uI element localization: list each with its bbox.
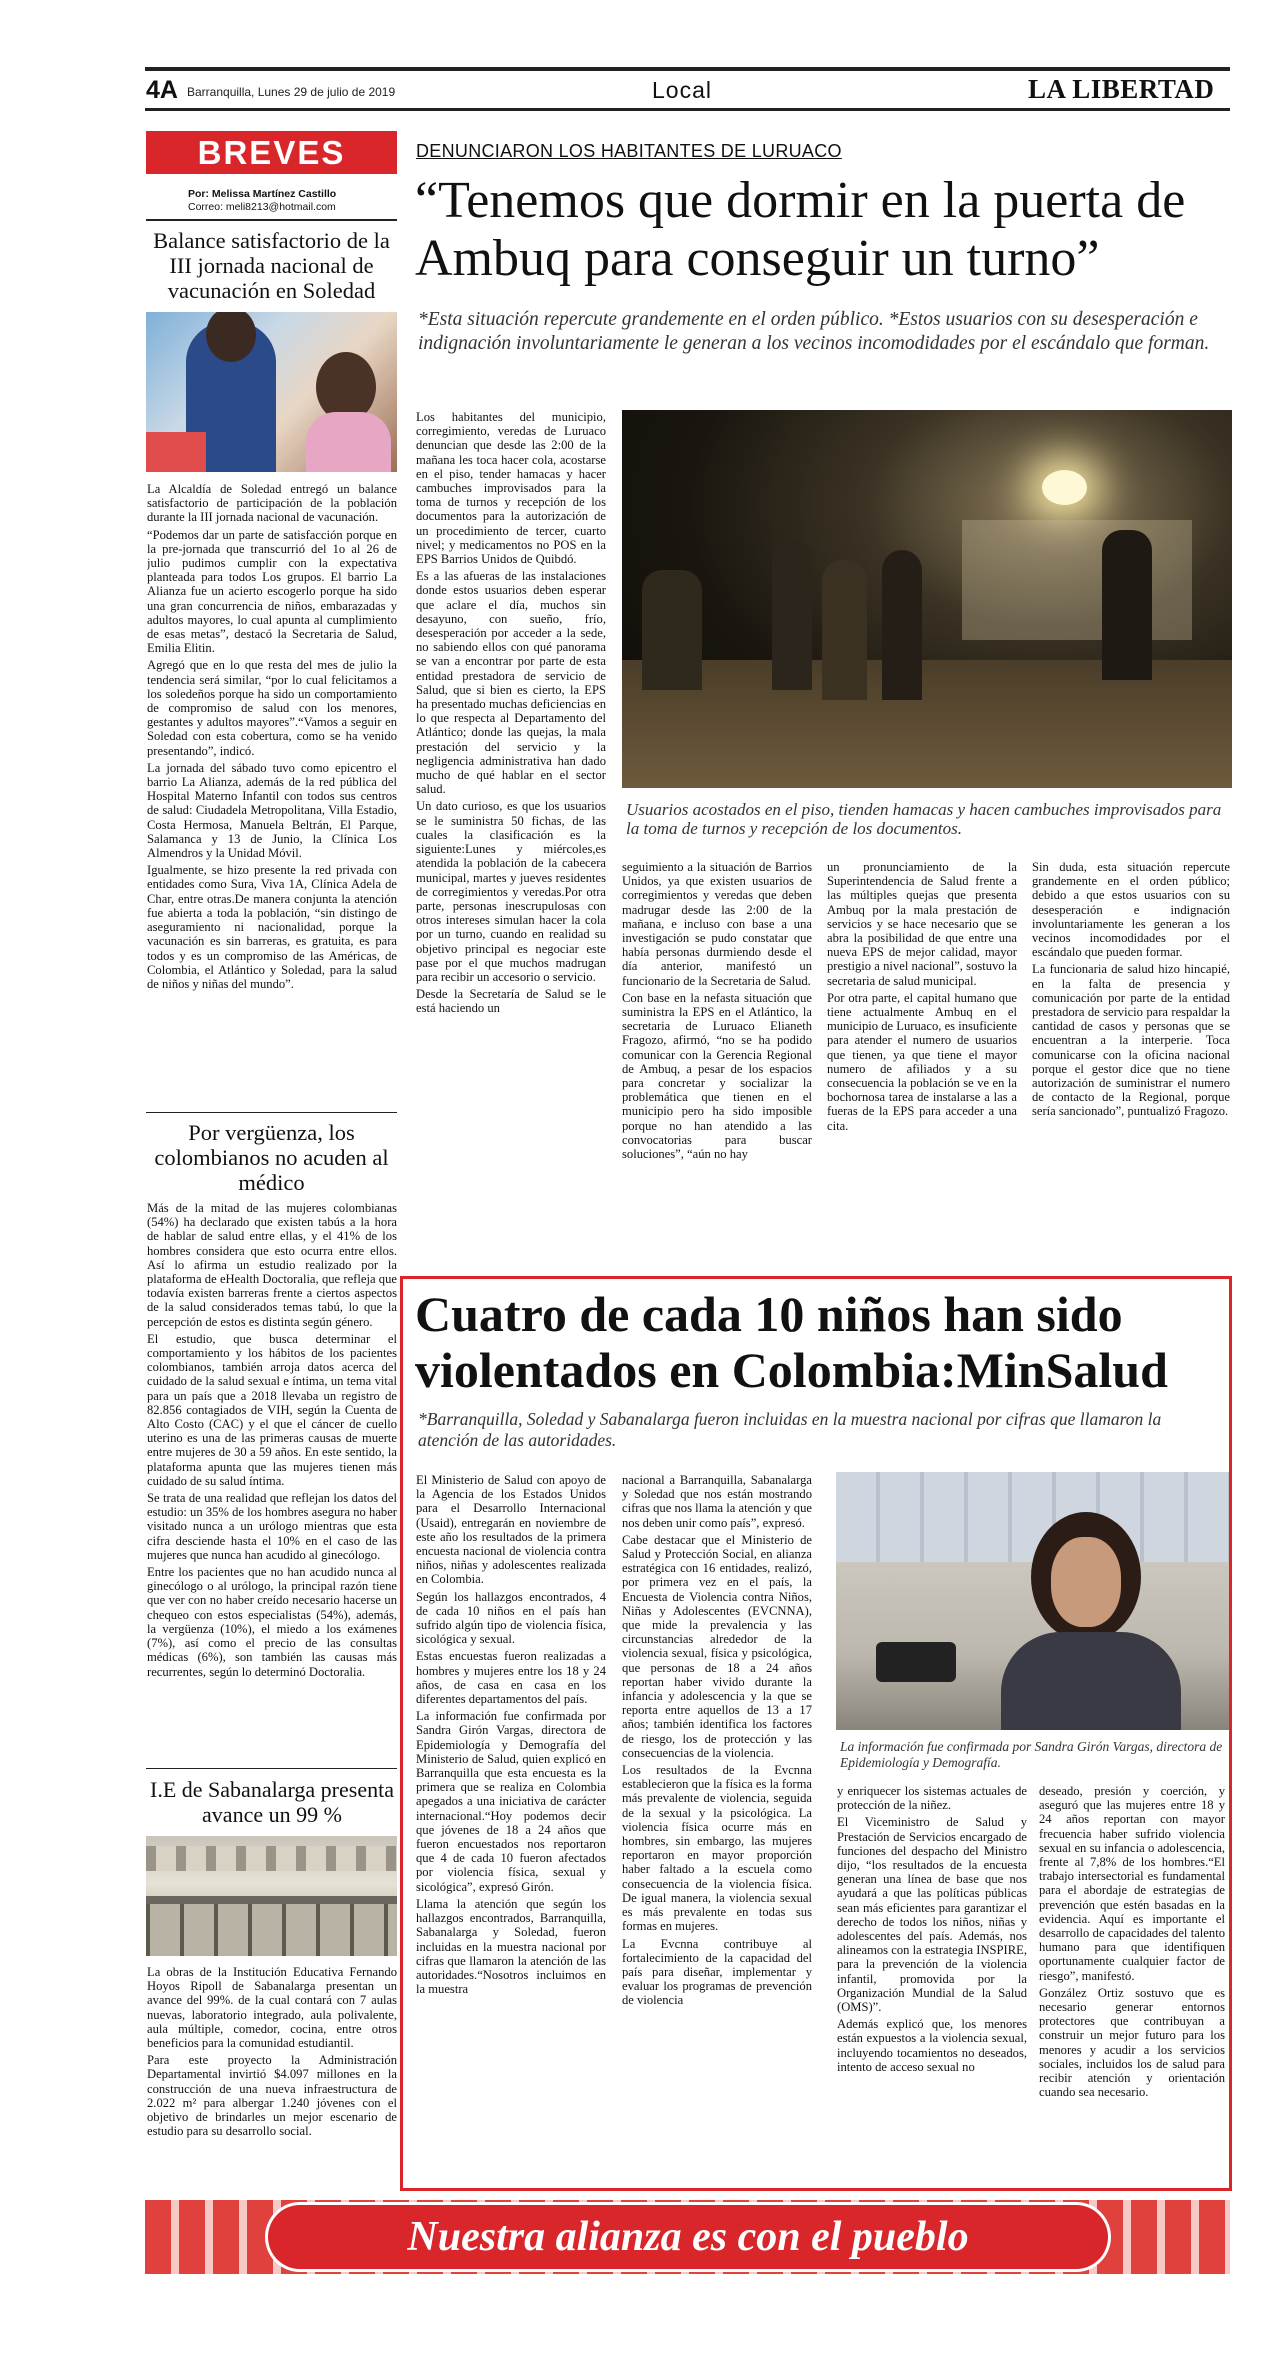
header-top-rule bbox=[145, 67, 1230, 71]
official-portrait-photo bbox=[836, 1472, 1229, 1730]
box-paragraph: Llama la atención que según los hallazgos encontrados, Barranquilla, Sabanalarga y Soledad, fueron incluidas en la muestra nacional por cifras que llamaron la atención de las autoridades.“Nosotros incluimos en la muestra bbox=[416, 1896, 606, 1997]
story3-body bbox=[147, 1965, 397, 2175]
story1-body bbox=[147, 482, 397, 1107]
box-headline: Cuatro de cada 10 niños han sido violentados en Colombia:MinSalud bbox=[415, 1286, 1168, 1398]
main-paragraph: Sin duda, esta situación repercute grandemente en el orden público; debido a que estos usuarios con su desesperación e indignación involuntariamente les generan a los vecinos incomodidades por el escándalo que pueden formar. bbox=[1032, 860, 1230, 960]
box-paragraph: González Ortiz sostuvo que es necesario generar entornos protectores que contribuyan a construir un mejor futuro para los menores y acudir a los servicios sociales, incluidos los de salud para recibir atención y orientación cuando sea necesario. bbox=[1039, 1985, 1225, 2100]
dateline: Barranquilla, Lunes 29 de julio de 2019 bbox=[187, 85, 396, 99]
breves-divider bbox=[146, 1768, 397, 1769]
main-col2 bbox=[622, 860, 812, 1270]
main-paragraph: Los habitantes del municipio, corregimiento, veredas de Luruaco denuncian que desde las 2:00 de la mañana les toca hacer cola, acostarse en el piso, tender hamacas y hacer cambuches improvisados para la toma de turnos y recepción de los documentos para la autorización de un procedimiento de tercer, cuarto nivel; y medicamentos no POS en la EPS Barrios Unidos de Quibdó. bbox=[416, 410, 606, 567]
main-paragraph: Por otra parte, el capital humano que tiene actualmente Ambuq en el municipio de Luruaco, es insuficiente para atender el numero de usuarios que tienen, ya que tiene el mayor numero de afiliados y a su consecuencia la población se ve en la bochornosa tarea de instalarse a las a fueras de la EPS para acceder a una cita. bbox=[827, 990, 1017, 1133]
story2-paragraph: Entre los pacientes que no han acudido nunca al ginecólogo o al urólogo, la principal razón tiene que ver con no haber creído necesario hacerse un chequeo con estos especialistas (54%), además, la vergüenza (10%), el miedo a los exámenes (7%), así como el precio de las consultas médicas (6%), son también las causas más recurrentes, según lo determinó Doctoralia. bbox=[147, 1565, 397, 1679]
story1-paragraph: “Podemos dar un parte de satisfacción porque en la pre-jornada que transcurrió del 1o al 26 de julio pudimos cumplir con la expectativa planteada para todos Los grupos. El barrio La Alianza fue un acierto escogerlo porque ha sido una gran concurrencia de niños, embarazadas y adultos mayores, lo cual apunta al cumplimiento de esas metas”, destacó la Secretaria de Salud, Emilia Elitin. bbox=[147, 527, 397, 656]
story3-title: I.E de Sabanalarga presenta avance un 99 % bbox=[150, 1777, 394, 1827]
box-col4 bbox=[1039, 1784, 1225, 2178]
box-paragraph: Los resultados de la Evcnna establecieron que la física es la forma más prevalente de violencia, seguida de la sexual y la psicológica. La violencia física ocurre más en hombres, sin embargo, las mujeres reportaron en mayor proporción haber faltado a la escuela como consecuencia de la violencia física. De igual manera, la violencia sexual es más prevalente en todas sus formas en mujeres. bbox=[622, 1763, 812, 1934]
story1-title: Balance satisfactorio de la III jornada nacional de vacunación en Soledad bbox=[153, 228, 390, 303]
main-col4 bbox=[1032, 860, 1230, 1270]
masthead: LA LIBERTAD bbox=[1028, 74, 1215, 104]
main-kicker: DENUNCIARON LOS HABITANTES DE LURUACO bbox=[416, 141, 842, 161]
box-paragraph: deseado, presión y coerción, y aseguró que las mujeres entre 18 y 24 años reportan con mayor frecuencia haber sufrido violencia sexual en su infancia o adolescencia, frente al 7,8% de los hombres.“El trabajo intersectorial es fundamental para el abordaje de estrategias de prevención que estén basadas en la evidencia. Aquí es importante el desarrollo de capacidades del talento humano para que identifiquen oportunamente cualquier factor de riesgo”, manifestó. bbox=[1039, 1784, 1225, 1983]
story2-paragraph: El estudio, que busca determinar el comportamiento y los hábitos de los pacientes colombianos, también arroja datos acerca del cuidado de la salud sexual e íntima, un tema vital para un país que a 2018 llevaba un registro de 82.856 contagiados de VIH, según la Cuenta de Alto Costo (CAC) y el que el cáncer de cuello uterino es una de las primeras causas de muerte entre mujeres de 30 a 59 años. En este sentido, la plataforma apunta que las mujeres tienen más cuidado de su salud íntima. bbox=[147, 1331, 397, 1488]
breves-email: Correo: meli8213@hotmail.com bbox=[188, 201, 336, 213]
main-headline: “Tenemos que dormir en la puerta de Ambuq para conseguir un turno” bbox=[415, 172, 1186, 287]
box-paragraph: Estas encuestas fueron realizadas a hombres y mujeres entre los 18 y 24 años, de casa en casa en los diferentes departamentos del país. bbox=[416, 1649, 606, 1707]
story1-paragraph: Agregó que en lo que resta del mes de julio la tendencia será similar, “por lo cual felicitamos a los soledeños porque ha sido un comportamiento de compromiso de salud con los menores, gestantes y adultos mayores”.“Vamos a seguir en Soledad con esta cobertura, como se ha venido presentando”, indicó. bbox=[147, 658, 397, 758]
main-paragraph: seguimiento a la situación de Barrios Unidos, ya que existen usuarios de corregimientos y veredas que deben madrugar desde las 2:00 de la mañana, e incluso con base a una investigación se pudo constatar que había personas durmiendo desde el día anterior, manifestó un funcionario de la Secretaria de Salud. bbox=[622, 860, 812, 988]
section-name: Local bbox=[652, 77, 712, 103]
story2-paragraph: Más de la mitad de las mujeres colombianas (54%) ha declarado que existen tabús a la hora de hablar de salud entre ellas, y el 41% de los hombres considera que esto ocurra entre ellos. Así lo afirma un estudio realizado por la plataforma de eHealth Doctoralia, que refleja que todavía existen barreras frente a ciertos aspectos de la salud considerados temas tabú, lo que la percepción de estos es distinta según género. bbox=[147, 1201, 397, 1329]
box-paragraph: y enriquecer los sistemas actuales de protección de la niñez. bbox=[837, 1784, 1027, 1813]
box-paragraph: El Viceministro de Salud y Prestación de Servicios encargado de funciones del despacho del Ministro dijo, “los resultados de la encuesta generan una línea de base que nos ayudará a que las políticas públicas sean más eficientes para garantizar el derecho de todos los niños, niñas y adolescentes del país. Además, nos alineamos con la estrategia INSPIRE, para la prevención de la violencia infantil, promovida por la Organización Mundial de la Salud (OMS)”. bbox=[837, 1815, 1027, 2015]
story2-paragraph: Se trata de una realidad que reflejan los datos del estudio: un 35% de los hombres asegura no haber visitado nunca a un urólogo mientras que esta cifra desciende hasta el 10% en el caso de las mujeres que nunca han acudido al ginecólogo. bbox=[147, 1491, 397, 1562]
breves-byline: Por: Melissa Martínez Castillo bbox=[188, 188, 337, 200]
school-photo bbox=[146, 1836, 397, 1956]
header-bottom-rule bbox=[145, 108, 1230, 111]
breves-banner: BREVES bbox=[146, 131, 397, 174]
box-paragraph: Según los hallazgos encontrados, 4 de cada 10 niños en el país han sufrido algún tipo de violencia física, sicológica y sexual. bbox=[416, 1589, 606, 1647]
story3-paragraph: Para este proyecto la Administración Departamental invirtió $4.097 millones en la construcción de una nueva infraestructura de 2.022 m² para albergar 1.240 jóvenes con el objetivo de brindarles un mejor escenario de estudio para su desarrollo social. bbox=[147, 2053, 397, 2139]
main-paragraph: La funcionaria de salud hizo hincapié, en la falta de presencia y comunicación por parte de la entidad prestadora de servicio para respaldar la cantidad de casos y personas que se encuentran a la interperie. Toca comunicarse con la oficina nacional porque el gestor dice que no tiene autorización de suministrar el numero de contacto de la Regional, porque sería sancionado”, puntualizó Fragozo. bbox=[1032, 962, 1230, 1119]
story2-title: Por vergüenza, los colombianos no acuden al médico bbox=[154, 1120, 389, 1195]
box-col2 bbox=[622, 1473, 812, 2178]
queue-photo-caption: Usuarios acostados en el piso, tienden hamacas y hacen cambuches improvisados para la toma de turnos y recepción de los documentos. bbox=[626, 800, 1222, 838]
box-paragraph: La información fue confirmada por Sandra Girón Vargas, directora de Epidemiología y Demografía del Ministerio de Salud, quien explicó en Barranquilla que esta encuesta es la primera que se realiza en Colombia apegados a una iniciativa de carácter internacional.“Hoy podemos decir que jóvenes de 18 a 24 años que fueron encuestados nos reportaron que 4 de cada 10 fueron afectados por violencia física, sexual y sicológica”, expresó Girón. bbox=[416, 1709, 606, 1894]
main-paragraph: Desde la Secretaría de Salud se le está haciendo un bbox=[416, 987, 606, 1016]
main-paragraph: Es a las afueras de las instalaciones donde estos usuarios deben esperar que aclare el día, muchos sin desayuno, con sueño, frío, desesperación por acceder a la sede, no sabiendo ellos con qué panorama se van a encontrar por parte de esta entidad prestadora de servicio de Salud, que si bien es cierto, la EPS ha presentado muchas deficiencias en lo que respecta al Departamento del Atlántico; donde las quejas, la mala prestación del servicio y la negligencia administrativa han dado mucho de qué hablar en el sector salud. bbox=[416, 569, 606, 797]
box-paragraph: nacional a Barranquilla, Sabanalarga y Soledad que nos están mostrando cifras que nos llama la atención y que nos deben unir como país”, expresó. bbox=[622, 1473, 812, 1530]
queue-photo bbox=[622, 410, 1232, 788]
box-paragraph: El Ministerio de Salud con apoyo de la Agencia de los Estados Unidos para el Desarrollo Internacional (Usaid), entregarán en noviembre de este año los resultados de la primera encuesta nacional de violencia contra niños, niñas y adolescentes realizada en Colombia. bbox=[416, 1473, 606, 1587]
portrait-caption: La información fue confirmada por Sandra Girón Vargas, directora de Epidemiología y Demografía. bbox=[840, 1739, 1223, 1770]
box-paragraph: Cabe destacar que el Ministerio de Salud y Protección Social, en alianza estratégica con 16 entidades, realizó, por primera vez en el país, la Encuesta de Violencia contra Niños, Niñas y Adolescentes (EVCNNA), que mide la prevalencia y las circunstancias alrededor de la violencia sexual, física y psicológica, que personas de 18 a 24 años reportan haber vivido durante la infancia y adolescencia y la que se reporta entre aquellos de 13 a 17 años; también identifica los factores de riesgo, los de protección y las consecuencias de la violencia. bbox=[622, 1532, 812, 1760]
box-paragraph: La Evcnna contribuye al fortalecimiento de la capacidad del país para diseñar, implementar y evaluar los programas de prevención de violencia bbox=[622, 1936, 812, 2008]
main-paragraph: Con base en la nefasta situación que suministra la EPS en el Atlántico, la secretaria de Luruaco Elianeth Fragozo, afirmó, “no se ha podido comunicar con la Gerencia Regional de Ambuq, a pesar de los espacios para concretar y socializar la problemática que tienen en el municipio pero ha sido imposible porque no han atendido a las convocatorias para buscar soluciones”, “aún no hay bbox=[622, 990, 812, 1162]
story2-body bbox=[147, 1201, 397, 1761]
box-paragraph: Además explicó que, los menores están expuestos a la violencia sexual, incluyendo tocamientos no deseados, intento de acceso sexual no bbox=[837, 2017, 1027, 2074]
page-number: 4A bbox=[146, 76, 178, 104]
main-paragraph: Un dato curioso, es que los usuarios se le suministra 50 fichas, de las cuales la clasificación es la siguiente:Lunes y miércoles,es atendida la población de la cabecera municipal, martes y jueves residentes de corregimientos y veredas.Por otra parte, personas inescrupulosas con otros intereses simulan hacer la cola por un turno, cuando en realidad su objetivo principal es negociar este pase por el que muchos madrugan para recibir un accesorio o servicio. bbox=[416, 799, 606, 984]
story1-paragraph: Igualmente, se hizo presente la red privada con entidades como Sura, Viva 1A, Clínica Adela de Char, entre otras.De manera conjunta la atención fue abierta a toda la población, “sin distingo de aseguramiento ni nacionalidad, porque la vacunación es sin barreras, es gratuita, es para todos y es un compromiso de las Américas, de Colombia, el Atlántico y Soledad, para la salud de niños y niñas del mundo”. bbox=[147, 863, 397, 991]
box-col1 bbox=[416, 1473, 606, 2178]
main-paragraph: un pronunciamiento de la Superintendencia de Salud frente a las múltiples quejas que presenta Ambuq por la mala prestación de servicios y se hace necesario que se abra la posibilidad de que entre una nueva EPS de mejor calidad, mayor prestigio a nivel nacional”, sostuvo la secretaria de salud municipal. bbox=[827, 860, 1017, 988]
main-col1 bbox=[416, 410, 606, 1270]
breves-divider bbox=[146, 219, 397, 221]
main-col3 bbox=[827, 860, 1017, 1270]
box-col3 bbox=[837, 1784, 1027, 2178]
story1-paragraph: La Alcaldía de Soledad entregó un balance satisfactorio de participación de la población durante la III jornada nacional de vacunación. bbox=[147, 482, 397, 525]
breves-divider bbox=[146, 1112, 397, 1113]
main-deck: *Esta situación repercute grandemente en el orden público. *Estos usuarios con su desesperación e indignación involuntariamente le generan a los vecinos incomodidades por el escándalo que forman. bbox=[418, 309, 1210, 354]
footer-slogan: Nuestra alianza es con el pueblo bbox=[407, 2214, 969, 2260]
vaccination-photo bbox=[146, 312, 397, 472]
story3-paragraph: La obras de la Institución Educativa Fernando Hoyos Ripoll de Sabanalarga presentan un avance del 99%. de la cual contará con 7 aulas nuevas, laboratorio integrado, aula polivalente, aula múltiple, comedor, cocina, entre otros beneficios para la comunidad estudiantil. bbox=[147, 1965, 397, 2051]
story1-paragraph: La jornada del sábado tuvo como epicentro el barrio La Alianza, además de la red pública del Hospital Materno Infantil con todos sus centros de salud: Ciudadela Metropolitana, Villa Estadio, Costa Hermosa, Manuela Beltrán, El Parque, Salamanca y 13 de Junio, la Clínica Los Almendros y la Unidad Móvil. bbox=[147, 760, 397, 861]
box-deck: *Barranquilla, Soledad y Sabanalarga fueron incluidas en la muestra nacional por cifras que llamaron la atención de las autoridades. bbox=[418, 1409, 1162, 1450]
